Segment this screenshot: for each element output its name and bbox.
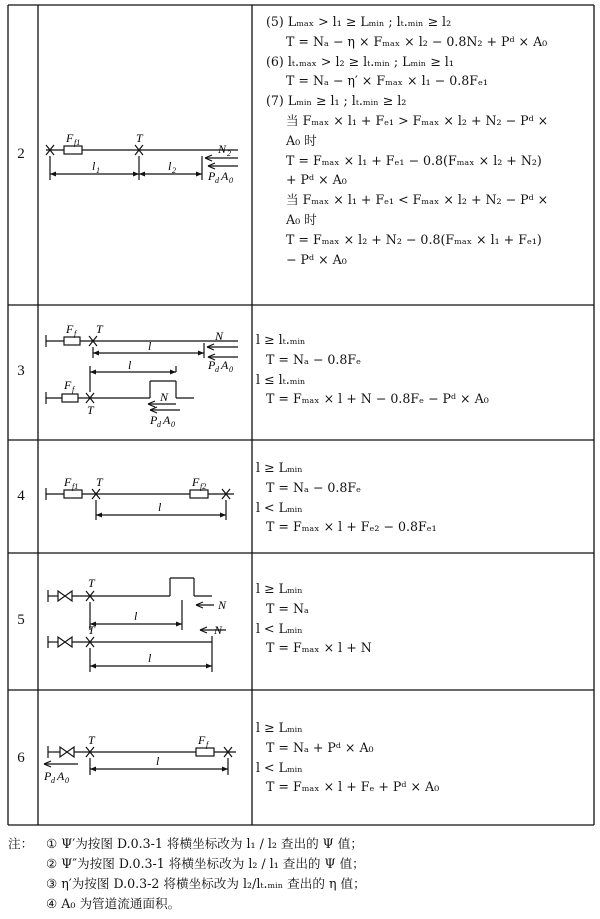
note-item: ④ A₀ 为管道流通面积。	[46, 896, 181, 911]
row-number: 3	[17, 363, 25, 379]
area-label-a0: A	[221, 169, 229, 183]
row-number: 4	[17, 488, 25, 504]
note-item: ③ η′为按图 D.0.3-2 将横坐标改为 l₂/lₜ.ₘᵢₙ 查出的 η 值；	[46, 876, 366, 891]
formula-line: T = Nₐ − η × Fₘₐₓ × l₂ − 0.8N₂ + Pᵈ × A₀	[286, 33, 548, 49]
subscript: f	[72, 385, 75, 394]
subscript: 2	[172, 166, 176, 175]
formula-line: 当 Fₘₐₓ × l₁ + Fₑ₁ > Fₘₐₓ × l₂ + N₂ − Pᵈ ×	[286, 112, 549, 128]
force-label-n: N	[218, 598, 227, 612]
length-label-l: l	[156, 754, 160, 768]
formula-line: T = Nₐ − η′ × Fₘₐₓ × l₁ − 0.8Fₑ₁	[286, 73, 488, 89]
formula-line: T = Fₘₐₓ × l + Fₑ + Pᵈ × A₀	[266, 779, 440, 795]
thrust-label-t: T	[96, 322, 103, 336]
subscript: d	[215, 365, 219, 374]
pressure-label-pd: P	[150, 413, 158, 427]
length-label-l: l	[158, 500, 162, 514]
thrust-label-t: T	[88, 623, 95, 637]
force-label-ff1: F	[64, 475, 72, 489]
formula-cell-row6	[256, 718, 594, 797]
thrust-label-t: T	[136, 131, 143, 145]
formula-line: (7) Lₘᵢₙ ≥ l₁ ; lₜ.ₘᵢₙ ≥ l₂	[266, 93, 407, 109]
formula-line: l ≥ lₜ.ₘᵢₙ	[256, 332, 306, 347]
thrust-label-t: T	[87, 403, 94, 417]
length-label-l1: l	[92, 159, 96, 173]
force-label-n: N	[160, 390, 169, 404]
formula-line: T = Fₘₐₓ × l + N	[266, 640, 372, 656]
subscript: f	[74, 329, 77, 338]
force-label-ff: F	[64, 378, 72, 392]
formula-line: − Pᵈ × A₀	[286, 251, 347, 267]
subscript: 1	[96, 166, 100, 175]
formula-line: A₀ 时	[286, 132, 317, 148]
formula-line: T = Fₘₐₓ × l + Fₑ₂ − 0.8Fₑ₁	[266, 519, 437, 535]
notes-label: 注：	[8, 836, 34, 851]
formula-line: T = Nₐ − 0.8Fₑ	[266, 479, 362, 495]
length-label-l2: l	[168, 159, 172, 173]
formula-line: T = Nₐ	[266, 600, 309, 616]
note-item: 注： ① Ψ′为按图 D.0.3-1 将横坐标改为 l₁ / l₂ 查出的 Ψ 值；	[8, 834, 594, 854]
thrust-label-t: T	[96, 475, 103, 489]
force-label-n: N	[215, 329, 224, 343]
subscript: f	[206, 740, 209, 749]
row-number: 5	[17, 612, 25, 628]
notes-section	[8, 834, 594, 914]
formula-line: l < Lₘᵢₙ	[256, 499, 303, 515]
formula-line: l ≤ lₜ.ₘᵢₙ	[256, 371, 306, 387]
length-label-l: l	[148, 651, 152, 665]
formula-line: l < Lₘᵢₙ	[256, 620, 303, 636]
area-label-a0: A	[221, 358, 229, 372]
length-label-l: l	[128, 358, 132, 372]
pressure-label-pd: P	[44, 769, 52, 783]
row-number: 6	[17, 750, 25, 766]
formula-line: l < Lₘᵢₙ	[256, 759, 303, 775]
formula-line: + Pᵈ × A₀	[286, 172, 347, 188]
formula-line: T = Fₘₐₓ × l₂ + N₂ − 0.8(Fₘₐₓ × l₁ + Fₑ₁)	[286, 231, 542, 247]
note-item: ② Ψ″为按图 D.0.3-1 将横坐标改为 l₂ / l₁ 查出的 Ψ 值；	[46, 856, 365, 871]
formula-line: T = Nₐ − 0.8Fₑ	[266, 351, 362, 367]
area-label-a0: A	[163, 413, 171, 427]
area-label-a0: A	[57, 769, 65, 783]
formula-line: T = Fₘₐₓ × l + N − 0.8Fₑ − Pᵈ × A₀	[266, 391, 489, 407]
force-label-n2: N	[218, 142, 227, 156]
length-label-l: l	[148, 339, 152, 353]
formula-cell-row3	[256, 330, 594, 409]
formula-cell-row2	[256, 12, 594, 269]
force-label-ff1: F	[66, 131, 74, 145]
formula-cell-row4	[256, 458, 594, 537]
subscript: d	[51, 776, 55, 785]
formula-line: l ≥ Lₘᵢₙ	[256, 581, 303, 596]
formula-line: 当 Fₘₐₓ × l₁ + Fₑ₁ < Fₘₐₓ × l₂ + N₂ − Pᵈ ×	[286, 192, 549, 208]
subscript: d	[215, 176, 219, 185]
formula-cell-row5	[256, 579, 594, 658]
formula-line: l ≥ Lₘᵢₙ	[256, 720, 303, 735]
pressure-label-pd: P	[208, 169, 216, 183]
thrust-label-t: T	[88, 576, 95, 590]
subscript: 0	[171, 420, 175, 429]
length-label-l: l	[134, 609, 138, 623]
formula-line: (5) Lₘₐₓ > l₁ ≥ Lₘᵢₙ ; lₜ.ₘᵢₙ ≥ l₂	[266, 14, 452, 29]
subscript: 0	[229, 365, 233, 374]
subscript: d	[157, 420, 161, 429]
subscript: f1	[72, 482, 79, 491]
subscript: 2	[227, 149, 231, 158]
formula-line: T = Nₐ + Pᵈ × A₀	[266, 739, 374, 755]
formula-line: T = Fₘₐₓ × l₁ + Fₑ₁ − 0.8(Fₘₐₓ × l₂ + N₂)	[286, 152, 542, 168]
force-label-ff: F	[66, 322, 74, 336]
formula-line: (6) lₜ.ₘₐₓ > l₂ ≥ lₜ.ₘᵢₙ ; Lₘᵢₙ ≥ l₁	[266, 53, 454, 69]
formula-line: l ≥ Lₘᵢₙ	[256, 460, 303, 475]
force-label-n: N	[214, 623, 223, 637]
subscript: f1	[74, 138, 81, 147]
force-label-ff2: F	[192, 475, 200, 489]
force-label-ff: F	[198, 733, 206, 747]
thrust-label-t: T	[88, 733, 95, 747]
pressure-label-pd: P	[208, 358, 216, 372]
subscript: 0	[65, 776, 69, 785]
subscript: 0	[229, 176, 233, 185]
row-number: 2	[17, 146, 25, 162]
subscript: f2	[200, 482, 207, 491]
formula-line: A₀ 时	[286, 211, 317, 227]
